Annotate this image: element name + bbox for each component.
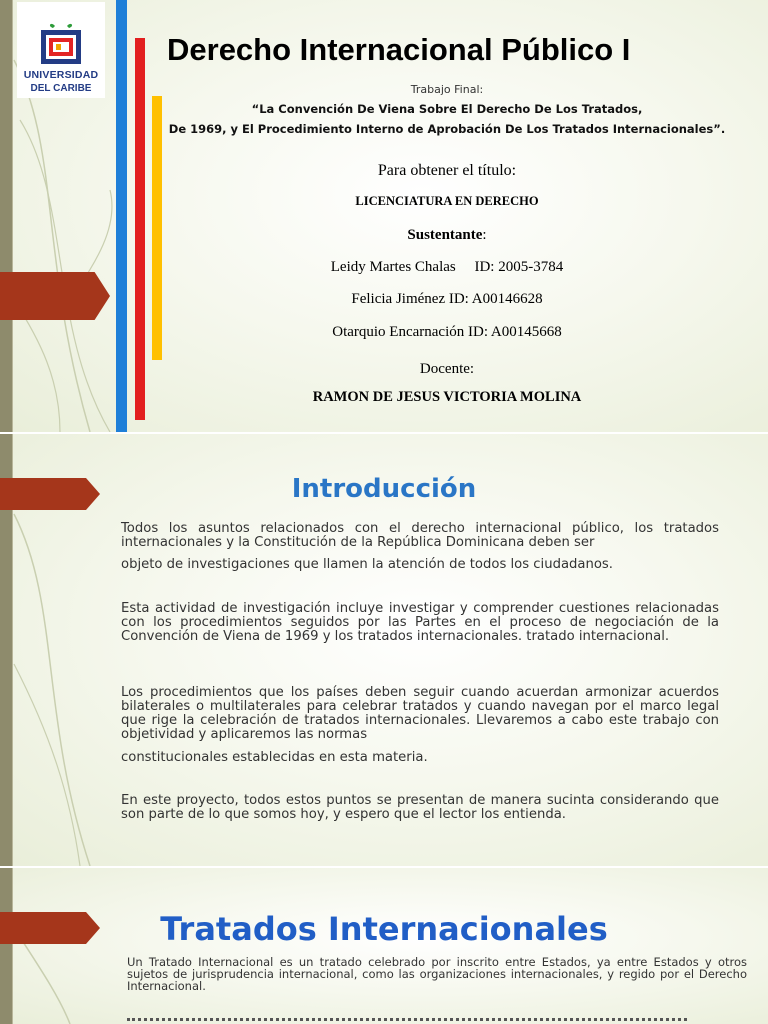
intro-paragraph-1: Todos los asuntos relacionados con el derecho internacional público, los tratados internacionales y la Constitución de la República Dominicana deben ser <box>121 521 719 550</box>
thesis-line-1: “La Convención De Viena Sobre El Derecho De Los Tratados, <box>251 102 643 116</box>
student-2: Felicia Jiménez ID: A00146628 <box>351 291 543 307</box>
tratados-paragraph: Un Tratado Internacional es un tratado celebrado por inscrito entre Estados, ya entre Estados y otros sujetos de jurisprudencia internacional, como las organizaciones internacionales, y regido por el Derecho Internacional. <box>127 955 747 993</box>
intro-paragraph-5: constitucionales establecidas en esta materia. <box>121 750 428 765</box>
logo-text-line2: DEL CARIBE <box>30 83 92 94</box>
docente-label: Docente: <box>419 361 475 377</box>
section-heading: Introducción <box>291 474 477 504</box>
student-3: Otarquio Encarnación ID: A00145668 <box>332 324 562 340</box>
student-1: Leidy Martes Chalas ID: 2005-3784 <box>330 259 564 275</box>
title-slide <box>0 0 768 432</box>
logo-emblem <box>39 22 83 66</box>
university-logo-icon <box>17 2 105 98</box>
docente-name: RAMON DE JESUS VICTORIA MOLINA <box>312 389 582 405</box>
course-title: Derecho Internacional Público I <box>167 32 631 67</box>
truncated-text-line <box>127 1018 687 1024</box>
intro-slide <box>0 434 768 866</box>
para-obtener-label: Para obtener el título: <box>377 162 517 179</box>
sustentante-label: Sustentante: <box>407 227 487 243</box>
intro-paragraph-3: Esta actividad de investigación incluye investigar y comprender cuestiones relacionadas con los procedimientos seguidos por las Partes en el proceso de negociación de la Convención de Viena de 1969 y los tratados internacionales. tratado internacional. <box>121 601 719 644</box>
logo-text-line1: UNIVERSIDAD <box>23 69 99 81</box>
degree-name: LICENCIATURA EN DERECHO <box>355 194 539 208</box>
arrow-tab-icon <box>0 272 110 320</box>
blue-accent-bar <box>116 0 127 432</box>
intro-paragraph-2: objeto de investigaciones que llamen la atención de todos los ciudadanos. <box>121 557 613 572</box>
intro-paragraph-6: En este proyecto, todos estos puntos se presentan de manera sucinta considerando que son parte de lo que somos hoy, y espero que el lector los entienda. <box>121 793 719 822</box>
section-heading: Tratados Internacionales <box>160 910 608 948</box>
trabajo-label: Trabajo Final: <box>410 83 484 96</box>
intro-paragraph-4: Los procedimientos que los países deben seguir cuando acuerdan armonizar acuerdos bilaterales o multilaterales para celebrar tratados y cuando navegan por el marco legal que rige la celebración de tratados internacionales. Llevaremos a cabo este trabajo con objetividad y aplicaremos las normas <box>121 685 719 742</box>
red-accent-bar <box>135 38 145 420</box>
thesis-line-2: De 1969, y El Procedimiento Interno de Aprobación De Los Tratados Internacionales”. <box>168 122 726 136</box>
tratados-slide <box>0 868 768 1024</box>
